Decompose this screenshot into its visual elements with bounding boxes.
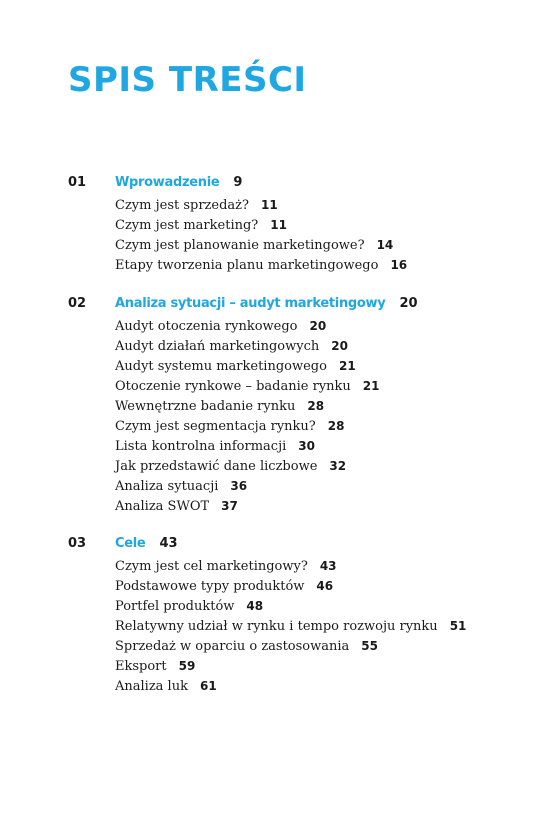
toc-entry-label: Analiza sytuacji bbox=[115, 479, 219, 494]
toc-entry[interactable] bbox=[115, 416, 528, 436]
toc-entry-label: Eksport bbox=[115, 659, 167, 674]
chapter-title[interactable]: Cele bbox=[115, 536, 146, 551]
toc-entry-page: 28 bbox=[327, 419, 345, 433]
chapter-heading bbox=[68, 536, 528, 556]
toc-entry-page: 48 bbox=[246, 599, 264, 613]
toc-entry[interactable] bbox=[115, 676, 528, 696]
toc-entry-page: 37 bbox=[221, 499, 238, 513]
toc-entry[interactable] bbox=[115, 636, 528, 656]
toc-entry-label: Czym jest segmentacja rynku? bbox=[115, 419, 316, 434]
toc-entry-page: 20 bbox=[309, 319, 327, 333]
toc-entry[interactable] bbox=[115, 316, 528, 336]
chapter-page-number: 43 bbox=[159, 536, 178, 551]
toc-entry-page: 21 bbox=[338, 359, 356, 373]
toc-entry[interactable] bbox=[115, 376, 528, 396]
toc-entry[interactable] bbox=[115, 255, 528, 275]
chapter-number: 02 bbox=[68, 296, 87, 311]
chapter-01 bbox=[68, 175, 528, 275]
toc-entry-label: Czym jest planowanie marketingowe? bbox=[115, 238, 365, 253]
toc-entry[interactable] bbox=[115, 336, 528, 356]
toc-entry-page: 36 bbox=[230, 479, 248, 493]
toc-entry[interactable] bbox=[115, 436, 528, 456]
chapter-heading bbox=[68, 175, 528, 195]
toc-entry[interactable] bbox=[115, 235, 528, 255]
toc-entry[interactable] bbox=[115, 556, 528, 576]
toc-entry[interactable] bbox=[115, 476, 528, 496]
toc-entry-label: Wewnętrzne badanie rynku bbox=[115, 399, 296, 414]
toc-entry-page: 55 bbox=[361, 639, 378, 653]
toc-entry-page: 14 bbox=[376, 238, 394, 252]
toc-entry-page: 11 bbox=[261, 198, 278, 212]
toc-entry-page: 32 bbox=[329, 459, 347, 473]
toc-entry-label: Audyt działań marketingowych bbox=[115, 339, 320, 354]
toc-entry[interactable] bbox=[115, 195, 528, 215]
toc-entry-label: Czym jest sprzedaż? bbox=[115, 198, 249, 213]
toc-entry[interactable] bbox=[115, 596, 528, 616]
toc-entry-label: Otoczenie rynkowe – badanie rynku bbox=[115, 379, 351, 394]
toc-entry[interactable] bbox=[115, 356, 528, 376]
chapter-number: 03 bbox=[68, 536, 87, 551]
toc-entry[interactable] bbox=[115, 616, 528, 636]
toc-entry[interactable] bbox=[115, 576, 528, 596]
toc-entry-label: Relatywny udział w rynku i tempo rozwoju rynku bbox=[115, 619, 438, 634]
chapter-title[interactable]: Wprowadzenie bbox=[115, 175, 220, 190]
chapter-title[interactable]: Analiza sytuacji – audyt marketingowy bbox=[115, 296, 386, 311]
toc-entry-page: 16 bbox=[390, 258, 408, 272]
toc-entry-page: 28 bbox=[307, 399, 325, 413]
page-title: SPIS TREŚCI bbox=[68, 60, 307, 100]
chapter-items bbox=[68, 316, 528, 516]
toc-entry-label: Portfel produktów bbox=[115, 599, 235, 614]
toc-entry-label: Analiza SWOT bbox=[115, 499, 210, 514]
toc-entry-page: 20 bbox=[331, 339, 348, 353]
toc-entry-page: 30 bbox=[298, 439, 315, 453]
chapter-heading bbox=[68, 296, 528, 316]
chapter-items bbox=[68, 556, 528, 696]
toc-entry-label: Etapy tworzenia planu marketingowego bbox=[115, 258, 379, 273]
chapter-03 bbox=[68, 536, 528, 696]
toc-entry-label: Jak przedstawić dane liczbowe bbox=[115, 459, 318, 474]
chapter-page-number: 9 bbox=[233, 175, 243, 190]
toc-entry-label: Audyt systemu marketingowego bbox=[115, 359, 327, 374]
toc-entry-page: 51 bbox=[449, 619, 467, 633]
toc-entry-page: 43 bbox=[319, 559, 337, 573]
toc-entry[interactable] bbox=[115, 496, 528, 516]
toc-entry-label: Podstawowe typy produktów bbox=[115, 579, 305, 594]
toc-entry-label: Audyt otoczenia rynkowego bbox=[115, 319, 298, 334]
toc-entry-label: Czym jest marketing? bbox=[115, 218, 259, 233]
chapter-items bbox=[68, 195, 528, 275]
toc-entry[interactable] bbox=[115, 456, 528, 476]
chapter-02 bbox=[68, 296, 528, 516]
toc-entry[interactable] bbox=[115, 396, 528, 416]
toc-entry-label: Lista kontrolna informacji bbox=[115, 439, 287, 454]
toc-entry-page: 46 bbox=[316, 579, 334, 593]
chapter-number: 01 bbox=[68, 175, 87, 190]
toc-entry-page: 21 bbox=[362, 379, 380, 393]
chapter-page-number: 20 bbox=[399, 296, 418, 311]
toc-entry[interactable] bbox=[115, 656, 528, 676]
toc-entry-label: Sprzedaż w oparciu o zastosowania bbox=[115, 639, 350, 654]
toc-entry-label: Analiza luk bbox=[115, 679, 188, 694]
toc-entry-label: Czym jest cel marketingowy? bbox=[115, 559, 308, 574]
toc-entry-page: 11 bbox=[270, 218, 287, 232]
toc-entry-page: 59 bbox=[178, 659, 196, 673]
toc-entry-page: 61 bbox=[199, 679, 217, 693]
toc-entry[interactable] bbox=[115, 215, 528, 235]
